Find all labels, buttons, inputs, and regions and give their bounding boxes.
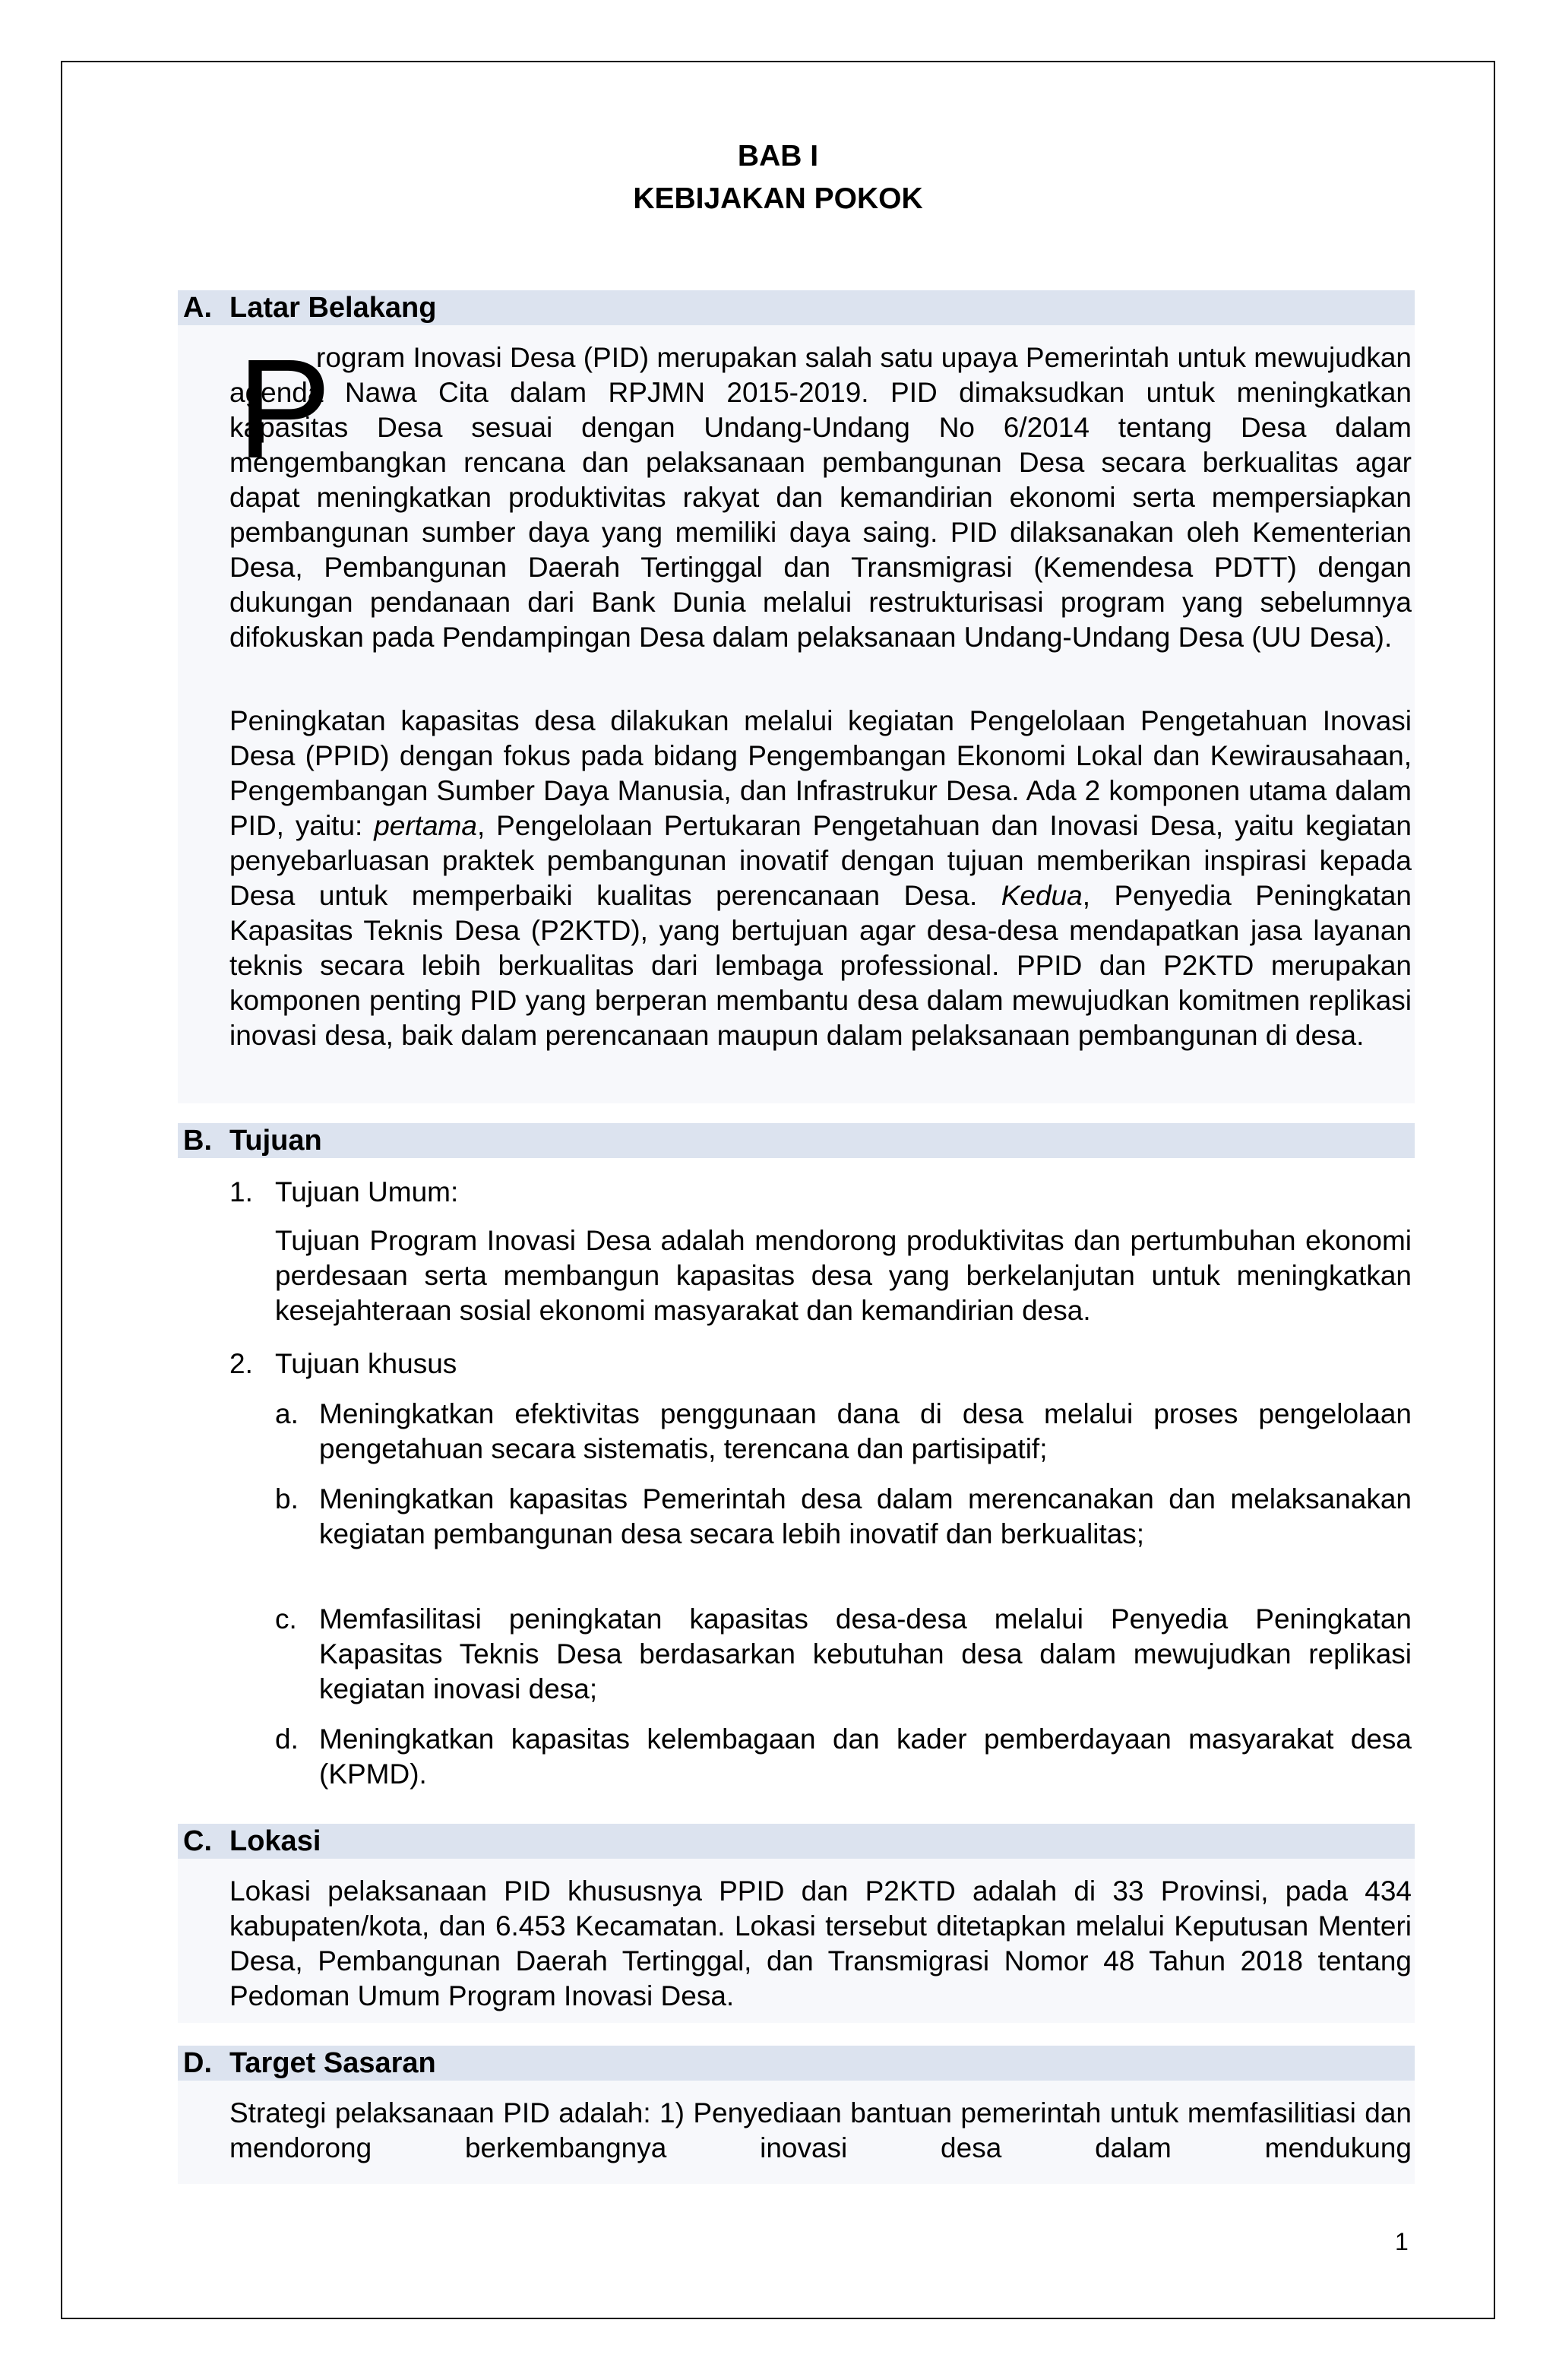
section-c-header-bar [178,1824,1415,1859]
section-a-paragraph-2 [229,704,1412,1053]
section-a-title: Latar Belakang [229,292,437,324]
page-number: 1 [1395,2228,1409,2255]
sub-item-a-letter: a. [275,1398,299,1429]
sub-item-d-letter: d. [275,1723,299,1755]
section-b-title: Tujuan [229,1125,322,1157]
section-d-text: Strategi pelaksanaan PID adalah: 1) Penyediaan bantuan pemerintah untuk memfasilitiasi dan mendorong berkembangnya inovasi desa dalam mendukung [229,2097,1412,2163]
tujuan-umum-text: Tujuan Program Inovasi Desa adalah mendorong produktivitas dan pertumbuhan ekonomi perdesaan serta membangun kapasitas desa yang berkelanjutan untuk meningkatkan kesejahteraan sosial ekonomi masyarakat dan kemandirian desa. [275,1225,1412,1326]
chapter-title: KEBIJAKAN POKOK [633,182,923,215]
section-a-paragraph-2-part-a: Peningkatan kapasitas desa dilakukan melalui kegiatan Pengelolaan Pengetahuan Inovasi Desa (PPID) dengan fokus pada bidang Pengembangan Ekonomi Lokal dan Kewirausahaan, Pengembangan Sumber Daya Manusia, dan Infrastrukur Desa. Ada 2 komponen utama dalam PID, yaitu: [229,705,1412,841]
section-a-paragraph-2-part-c: , Penyedia Peningkatan Kapasitas Teknis Desa (P2KTD), yang bertujuan agar desa-desa mendapatkan jasa layanan teknis secara lebih berkualitas dari lembaga professional. PPID dan P2KTD merupakan komponen penting PID yang berperan membantu desa dalam mewujudkan komitmen replikasi inovasi desa, baik dalam perencanaan maupun dalam pelaksanaan pembangunan di desa. [229,880,1412,1051]
sub-item-c-letter: c. [275,1603,297,1635]
section-c-letter: C. [183,1825,212,1857]
tujuan-item-1-number: 1. [229,1176,253,1207]
sub-item-b-letter: b. [275,1483,299,1514]
tujuan-item-2-number: 2. [229,1348,253,1379]
chapter-number: BAB I [737,140,819,172]
section-a-emphasis-pertama: pertama [374,810,477,841]
tujuan-item-2-label: Tujuan khusus [275,1348,457,1379]
tujuan-item-1-label: Tujuan Umum: [275,1176,459,1207]
section-a-paragraph-1-text: rogram Inovasi Desa (PID) merupakan salah satu upaya Pemerintah untuk mewujudkan agenda Nawa Cita dalam RPJMN 2015-2019. PID dimaksudkan untuk meningkatkan kapasitas Desa sesuai dengan Undang-Undang No 6/2014 tentang Desa dalam mengembangkan rencana dan pelaksanaan pembangunan Desa secara berkualitas agar dapat meningkatkan produktivitas rakyat dan kemandirian ekonomi serta mempersiapkan pembangunan sumber daya yang memiliki daya saing. PID dilaksanakan oleh Kementerian Desa, Pembangunan Daerah Tertinggal dan Transmigrasi (Kemendesa PDTT) dengan dukungan pendanaan dari Bank Dunia melalui restrukturisasi program yang sebelumnya difokuskan pada Pendampingan Desa dalam pelaksanaan Undang-Undang Desa (UU Desa). [229,342,1412,653]
sub-item-b-text: Meningkatkan kapasitas Pemerintah desa dalam merencanakan dan melaksanakan kegiatan pembangunan desa secara lebih inovatif dan berkualitas; [319,1483,1412,1549]
section-d-letter: D. [183,2047,212,2079]
section-c-title: Lokasi [229,1825,321,1857]
section-b-letter: B. [183,1125,212,1157]
drop-cap: P [237,331,332,488]
section-a-paragraph-2-part-b: , Pengelolaan Pertukaran Pengetahuan dan Inovasi Desa, yaitu kegiatan penyebarluasan praktek pembangunan inovatif dengan tujuan memberikan inspirasi kepada Desa untuk memperbaiki kualitas perencanaan Desa. [229,810,1412,911]
section-a-emphasis-kedua: Kedua [1001,880,1083,911]
sub-item-a-text: Meningkatkan efektivitas penggunaan dana di desa melalui proses pengelolaan pengetahuan secara sistematis, terencana dan partisipatif; [319,1398,1412,1464]
section-a-paragraph-1 [229,331,1412,655]
section-d-title: Target Sasaran [229,2047,436,2079]
sub-item-d-text: Meningkatkan kapasitas kelembagaan dan kader pemberdayaan masyarakat desa (KPMD). [319,1723,1412,1790]
sub-item-c-text: Memfasilitasi peningkatan kapasitas desa-desa melalui Penyedia Peningkatan Kapasitas Teknis Desa berdasarkan kebutuhan desa dalam mewujudkan replikasi kegiatan inovasi desa; [319,1603,1412,1704]
section-c-text: Lokasi pelaksanaan PID khususnya PPID dan P2KTD adalah di 33 Provinsi, pada 434 kabupaten/kota, dan 6.453 Kecamatan. Lokasi tersebut ditetapkan melalui Keputusan Menteri Desa, Pembangunan Daerah Tertinggal, dan Transmigrasi Nomor 48 Tahun 2018 tentang Pedoman Umum Program Inovasi Desa. [229,1875,1412,2011]
section-a-letter: A. [183,292,212,324]
section-b-header-bar [178,1123,1415,1158]
